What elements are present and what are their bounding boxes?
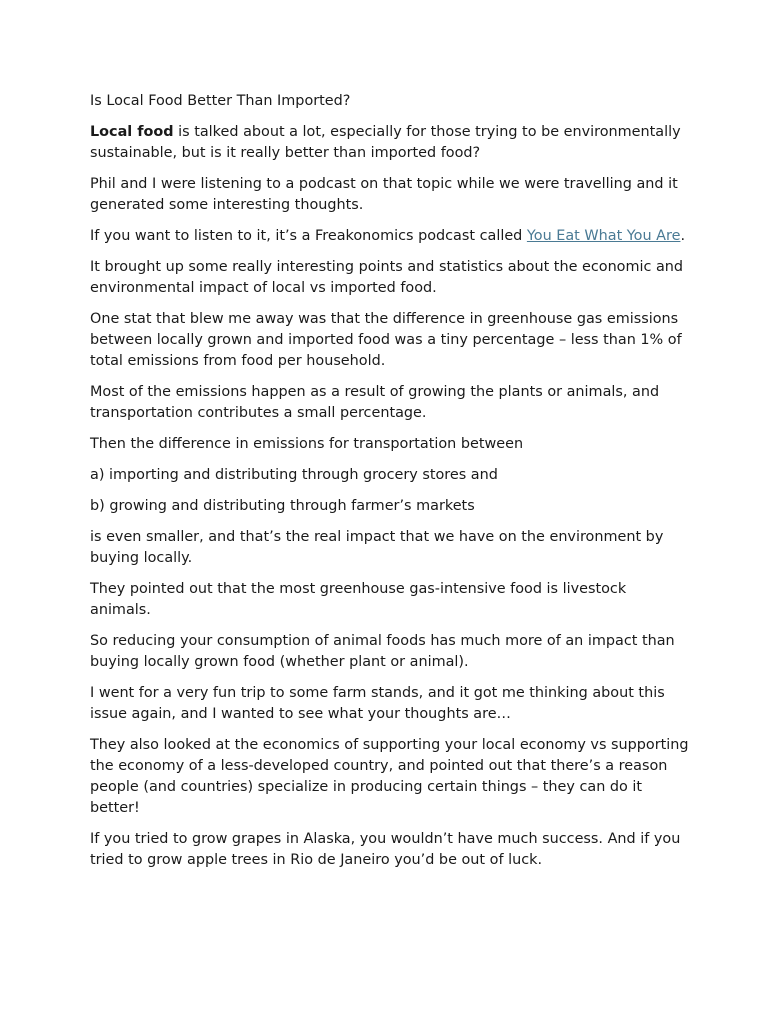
stat-paragraph: One stat that blew me away was that the difference in greenhouse gas emissions between locally grown and imported food was a tiny percentage – less than 1% of total emissions from food per household.: [90, 311, 682, 369]
listen-text-before: If you want to listen to it, it’s a Freakonomics podcast called: [90, 228, 527, 244]
listen-text-after: .: [680, 228, 686, 244]
trip-paragraph: I went for a very fun trip to some farm stands, and it got me thinking about this issue again, and I wanted to see what your thoughts are…: [90, 685, 665, 722]
article-title: Is Local Food Better Than Imported?: [90, 93, 351, 109]
emissions-paragraph: Most of the emissions happen as a result of growing the plants or animals, and transportation contributes a small percentage.: [90, 384, 660, 421]
intro-text: is talked about a lot, especially for those trying to be environmentally sustainable, but is it really better than imported food?: [90, 124, 681, 161]
points-paragraph: It brought up some really interesting points and statistics about the economic and environmental impact of local vs imported food.: [90, 259, 684, 296]
economics-paragraph: They also looked at the economics of supporting your local economy vs supporting the economy of a less-developed country, and pointed out that there’s a reason people (and countries) specialize in producing certain things – they can do it better!: [90, 737, 689, 816]
intro-bold-term: Local food: [90, 124, 174, 140]
livestock-paragraph: They pointed out that the most greenhouse gas-intensive food is livestock animals.: [90, 581, 627, 618]
grapes-paragraph: If you tried to grow grapes in Alaska, you wouldn’t have much success. And if you tried to grow apple trees in Rio de Janeiro you’d be out of luck.: [90, 831, 681, 868]
option-b-paragraph: b) growing and distributing through farmer’s markets: [90, 498, 475, 514]
option-a-paragraph: a) importing and distributing through grocery stores and: [90, 467, 498, 483]
article-body: [90, 91, 690, 881]
podcast-paragraph: Phil and I were listening to a podcast on that topic while we were travelling and it generated some interesting thoughts.: [90, 176, 678, 213]
reducing-paragraph: So reducing your consumption of animal foods has much more of an impact than buying locally grown food (whether plant or animal).: [90, 633, 675, 670]
listen-paragraph: [90, 226, 690, 247]
smaller-paragraph: is even smaller, and that’s the real impact that we have on the environment by buying locally.: [90, 529, 664, 566]
then-paragraph: Then the difference in emissions for transportation between: [90, 436, 524, 452]
intro-paragraph: [90, 122, 690, 164]
podcast-link[interactable]: You Eat What You Are: [526, 228, 681, 244]
